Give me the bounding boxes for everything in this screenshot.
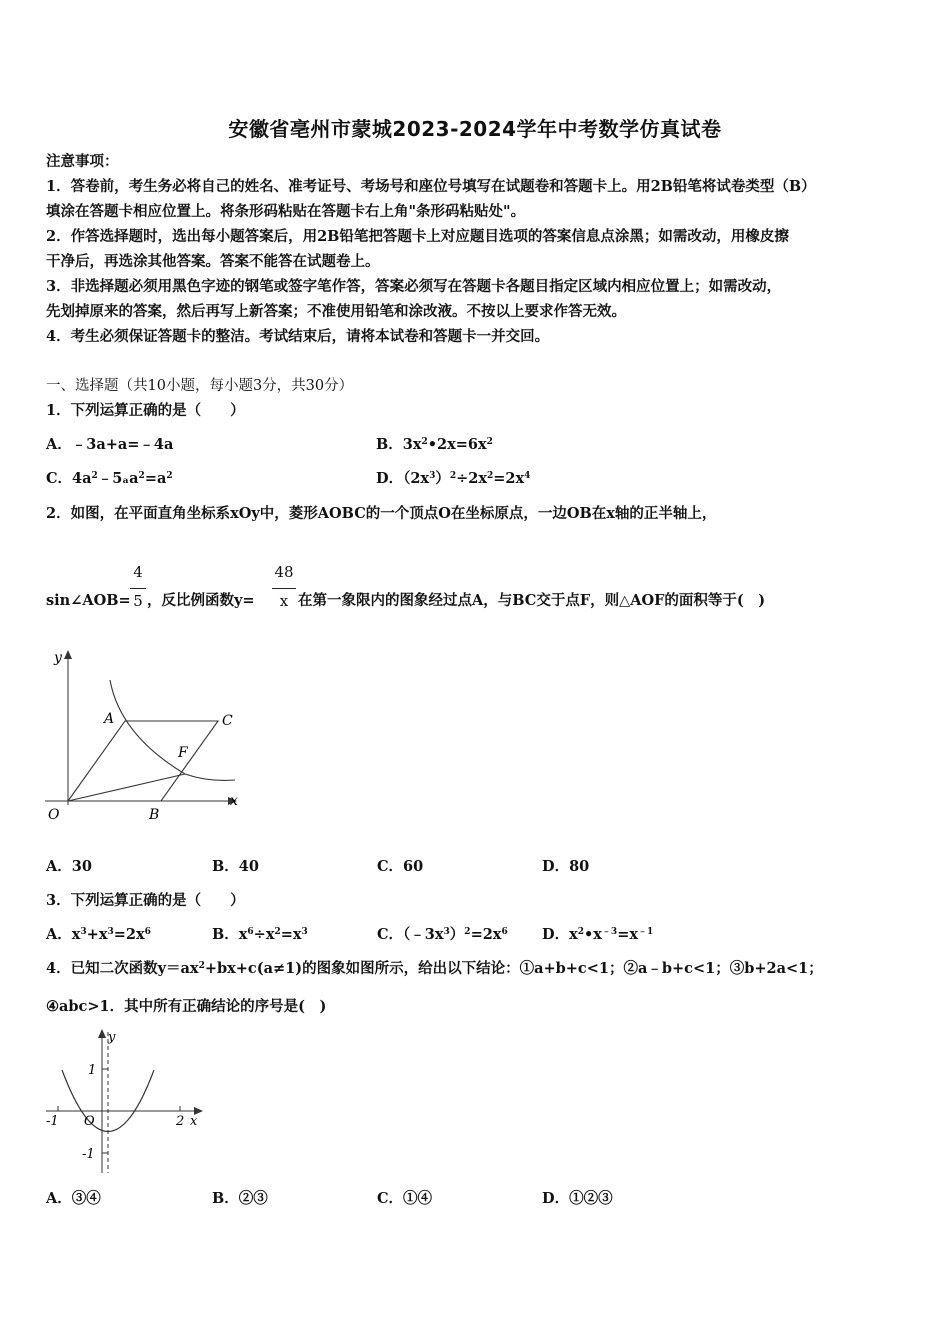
q2-mid-text: ，反比例函数y= [147, 592, 255, 609]
q3-option-c: C．$(﹣3x^3)^2=2x^6$ [377, 926, 508, 943]
q3-option-a: A．$x^3+x^3=2x^6$ [46, 926, 151, 943]
q4-fig-two-label: 2 [176, 1114, 185, 1129]
page-title: 安徽省亳州市蒙城2023-2024学年中考数学仿真试卷 [228, 117, 722, 141]
q1-stem: 1．下列运算正确的是（ ） [46, 402, 245, 419]
q2-option-d: D．80 [542, 858, 590, 875]
q4-option-a: A．③④ [46, 1190, 101, 1207]
q1-option-a: A．﹣3a+a=﹣4a [46, 436, 174, 453]
notice-line-3: 2．作答选择题时，选出每小题答案后，用2B铅笔把答题卡上对应题目选项的答案信息点涂黑；如需改动，用橡皮擦 [46, 228, 789, 245]
notice-line-5: 3．非选择题必须用黑色字迹的钢笔或签字笔作答，答案必须写在答题卡各题目指定区域内相应位置上；如需改动， [46, 278, 782, 295]
q4-fig-neg1-label: -1 [82, 1147, 95, 1162]
q2-fig-c-label: C [222, 713, 233, 729]
q2-frac2-den: x [279, 592, 289, 610]
q4-fig-origin-label: O [84, 1114, 95, 1129]
q2-fig-a-label: A [104, 711, 115, 727]
q4-stem-line-2: ④abc>1．其中所有正确结论的序号是( ) [46, 998, 327, 1015]
q4-stem-line-1: 4．已知二次函数$y=ax^2+bx+c(a\ne 1)$的图象如图所示，给出以下结论：①a+b+c<1；②a﹣b+c<1；③b+2a<1； [46, 960, 823, 977]
q4-fig-y-label: y [108, 1030, 116, 1045]
notice-heading: 注意事项： [46, 153, 119, 170]
q2-fig-o-label: O [48, 807, 60, 823]
q2-frac1-den: 5 [133, 592, 143, 610]
notice-line-7: 4．考生必须保证答题卡的整洁。考试结束后，请将本试卷和答题卡一并交回。 [46, 328, 550, 345]
q2-fig-f-label: F [178, 745, 188, 761]
q4-option-b: B．②③ [212, 1190, 268, 1207]
q2-frac1-bar [130, 588, 146, 589]
q4-option-d: D．①②③ [542, 1190, 613, 1207]
q3-option-d: D．$x^2•x^{﹣3}=x^{﹣1}$ [542, 926, 654, 943]
q1-option-c: C．$4a^2﹣5_aa^2=a^2$ [46, 470, 173, 487]
q2-option-b: B．40 [212, 858, 259, 875]
q2-stem: 2．如图，在平面直角坐标系xOy中，菱形AOBC的一个顶点O在坐标原点，一边OB在x轴的正半轴上， [46, 505, 717, 522]
q2-sin-label: sin∠AOB= [46, 592, 131, 609]
q2-fig-x-label: x [230, 793, 238, 809]
q3-option-b: B．$x^6\div x^2=x^3$ [212, 926, 308, 943]
q4-fig-neg1x-label: -1 [46, 1114, 59, 1129]
notice-line-2: 填涂在答题卡相应位置上。将条形码粘贴在答题卡右上角"条形码粘贴处"。 [46, 203, 526, 220]
q4-fig-x-label: x [190, 1114, 198, 1129]
q2-rhombus-figure [40, 645, 250, 830]
notice-line-1: 1．答卷前，考生务必将自己的姓名、准考证号、考场号和座位号填写在试题卷和答题卡上。用2B铅笔将试卷类型（B） [46, 178, 816, 195]
q2-frac2-bar [272, 588, 296, 589]
notice-line-6: 先划掉原来的答案，然后再写上新答案；不准使用铅笔和涂改液。不按以上要求作答无效。 [46, 303, 626, 320]
q1-option-d: D．$(2x^3)^2\div 2x^2=2x^4$ [376, 470, 531, 487]
q2-frac2-num: 48 [274, 563, 294, 581]
q4-option-c: C．①④ [377, 1190, 433, 1207]
q2-option-a: A．30 [46, 858, 92, 875]
q2-fig-b-label: B [149, 807, 160, 823]
notice-line-4: 干净后，再选涂其他答案。答案不能答在试题卷上。 [46, 253, 380, 270]
q2-frac1-num: 4 [133, 563, 143, 581]
q2-tail-text: 在第一象限内的图象经过点A，与BC交于点F，则△AOF的面积等于( ) [298, 592, 766, 609]
q4-fig-one-label: 1 [88, 1063, 97, 1078]
section-heading: 一、选择题（共10小题，每小题3分，共30分） [46, 378, 354, 394]
q1-option-b: B．$3x^2•2x=6x^2$ [376, 436, 493, 453]
q4-parabola-figure [42, 1028, 207, 1178]
q3-stem: 3．下列运算正确的是（ ） [46, 892, 245, 909]
q2-fig-y-label: y [54, 650, 62, 666]
q2-option-c: C．60 [377, 858, 424, 875]
